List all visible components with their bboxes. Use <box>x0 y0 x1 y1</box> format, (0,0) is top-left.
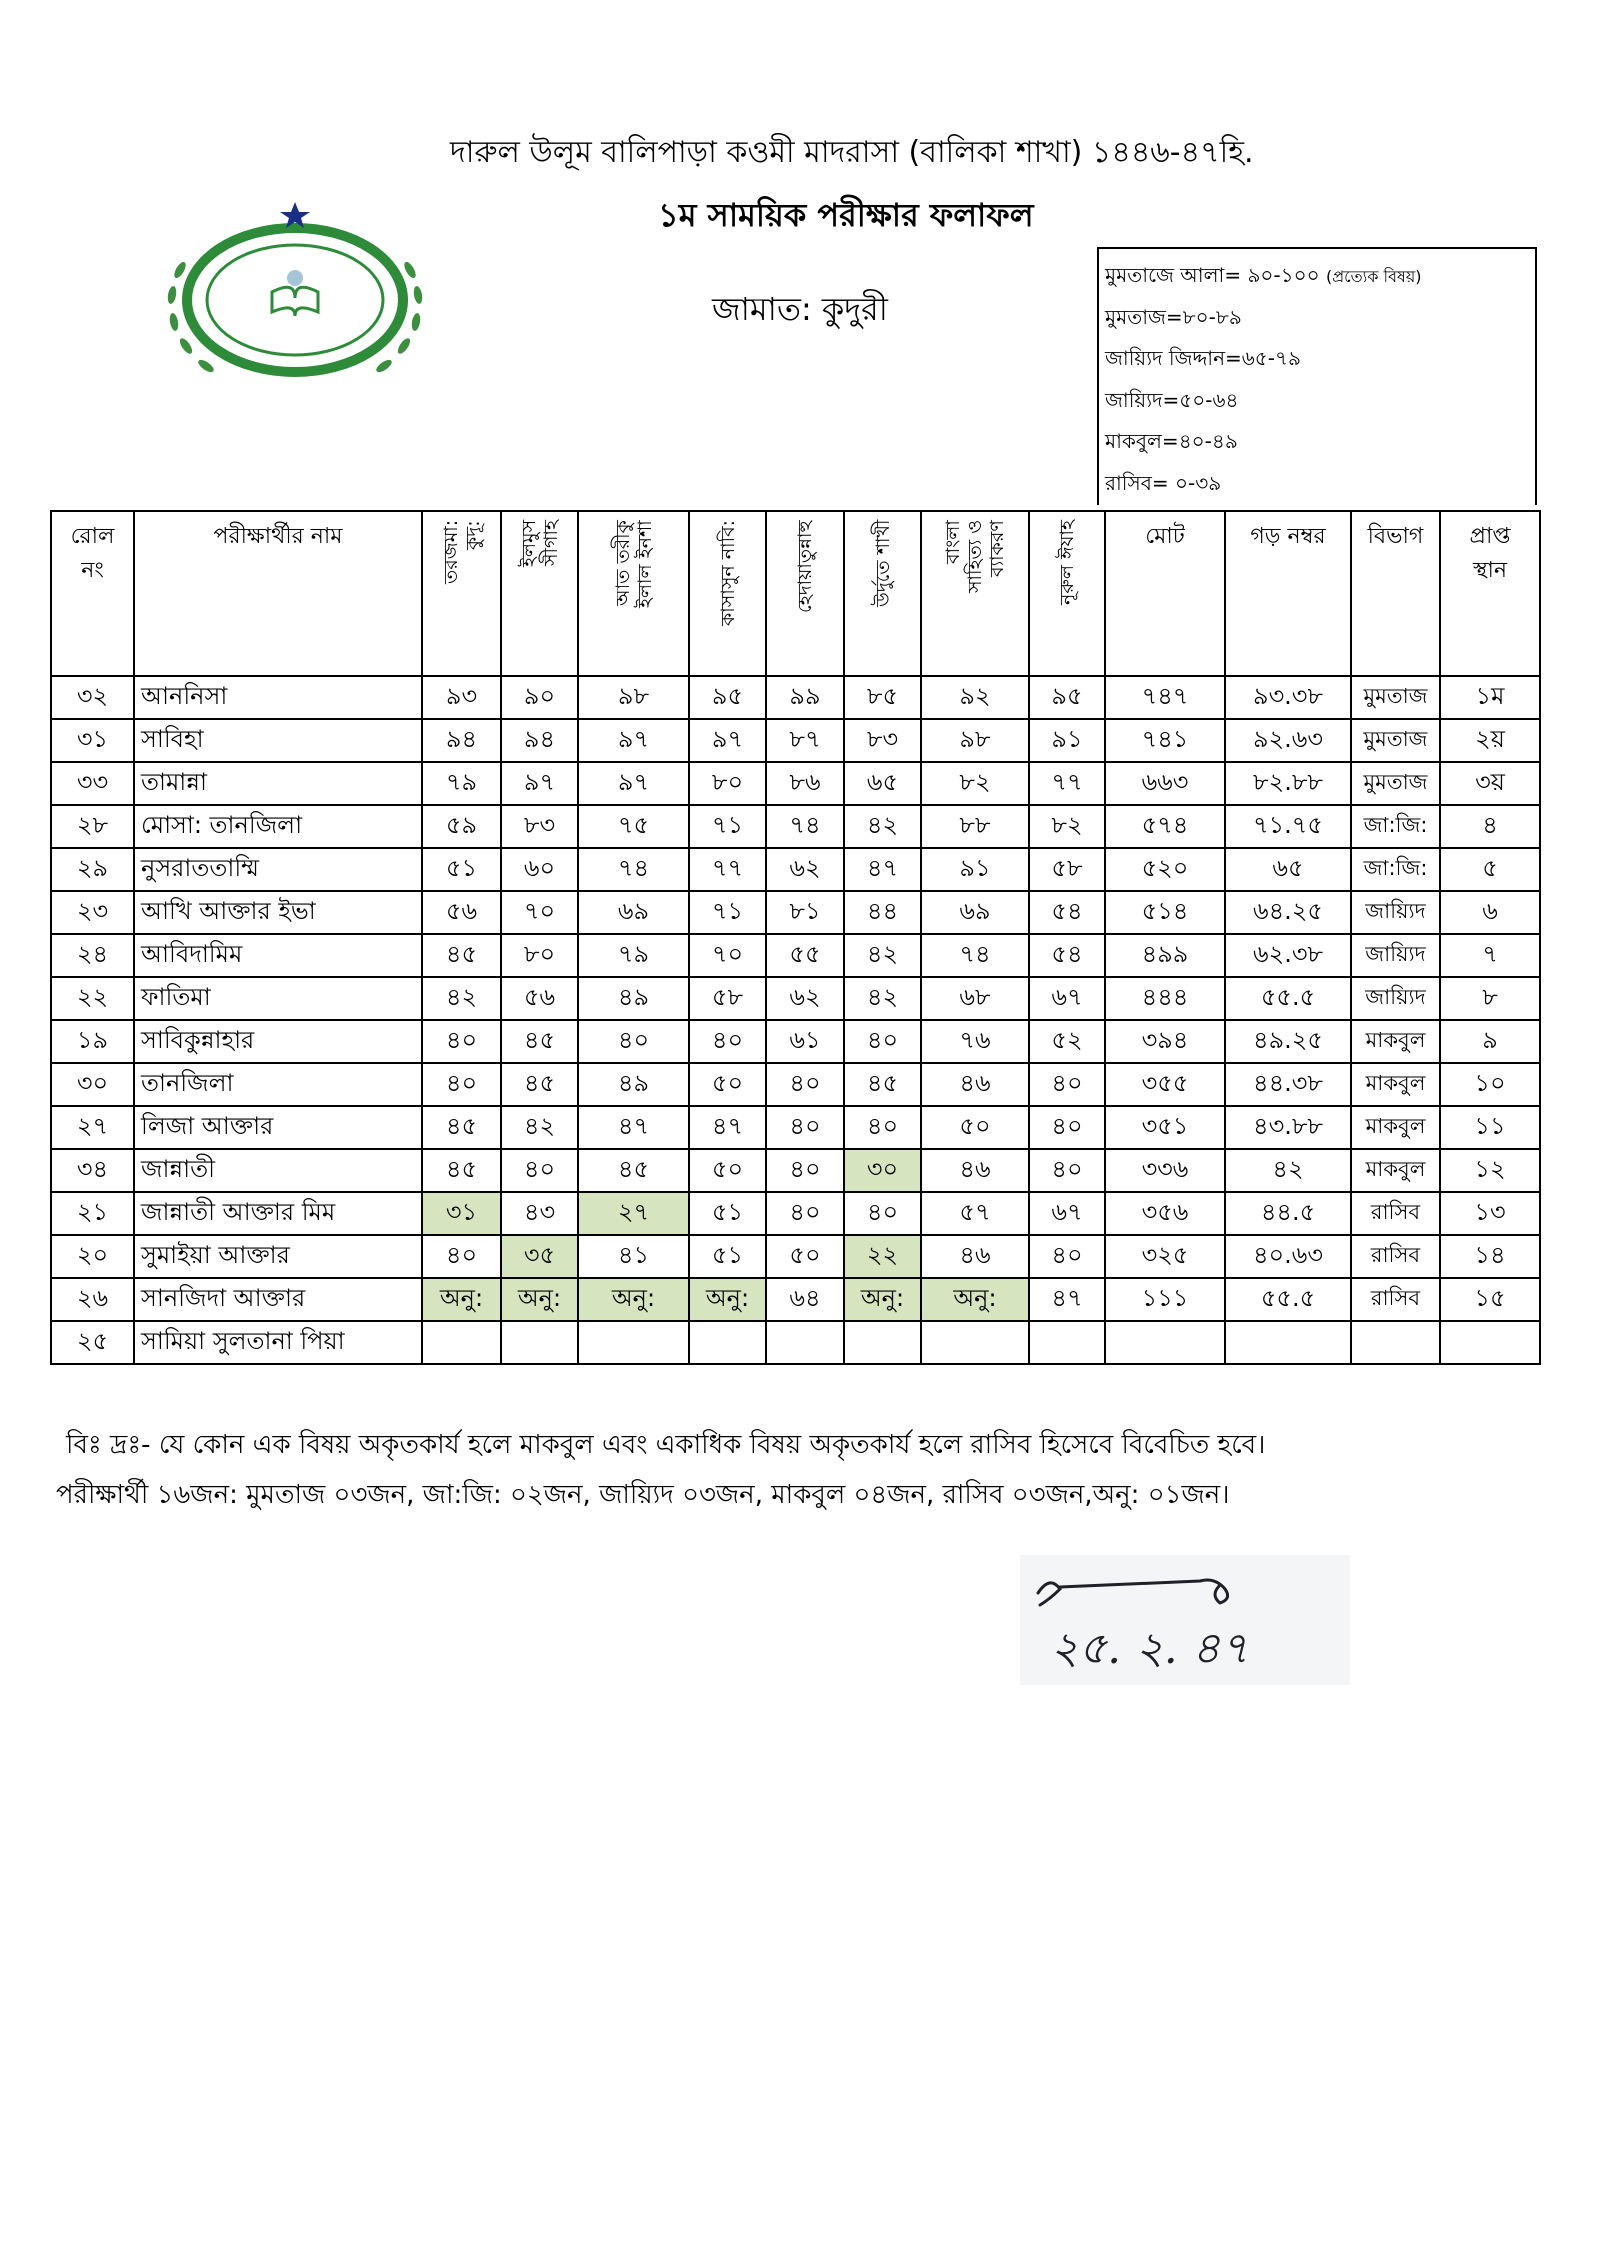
cell-total: ৩৩৬ <box>1105 1149 1225 1192</box>
cell-mark: ৮৫ <box>844 676 921 719</box>
cell-mark: ৯৩ <box>422 676 501 719</box>
cell-mark <box>1029 1321 1105 1364</box>
cell-mark: ৫৪ <box>1029 934 1105 977</box>
cell-mark <box>844 1321 921 1364</box>
cell-total: ৫২০ <box>1105 848 1225 891</box>
cell-mark: ৮২ <box>1029 805 1105 848</box>
cell-mark: ৫১ <box>422 848 501 891</box>
cell-mark: ৩০ <box>844 1149 921 1192</box>
cell-division: মাকবুল <box>1351 1106 1440 1149</box>
cell-mark: ৫৮ <box>1029 848 1105 891</box>
cell-mark: ৪০ <box>501 1149 578 1192</box>
cell-mark: ৪০ <box>422 1020 501 1063</box>
cell-average: ৮২.৮৮ <box>1225 762 1351 805</box>
cell-position: ৭ <box>1440 934 1540 977</box>
cell-division: জায়্যিদ <box>1351 934 1440 977</box>
cell-position: ১৫ <box>1440 1278 1540 1321</box>
cell-mark: ৯৯ <box>766 676 844 719</box>
cell-mark: ৭৪ <box>921 934 1029 977</box>
header-row <box>51 511 1540 676</box>
cell-mark: ৪০ <box>689 1020 766 1063</box>
cell-mark: ৯৪ <box>422 719 501 762</box>
cell-name: সানজিদা আক্তার <box>134 1278 422 1321</box>
cell-mark: ৫১ <box>689 1235 766 1278</box>
cell-mark: ৪৬ <box>921 1063 1029 1106</box>
cell-mark: ৪০ <box>578 1020 689 1063</box>
cell-total: ৩৫৫ <box>1105 1063 1225 1106</box>
cell-roll: ২৪ <box>51 934 134 977</box>
cell-average: ৯৩.৩৮ <box>1225 676 1351 719</box>
cell-mark: ৪৭ <box>1029 1278 1105 1321</box>
cell-mark: ৫০ <box>921 1106 1029 1149</box>
cell-mark: ৬৮ <box>921 977 1029 1020</box>
col-header-average: গড় নম্বর <box>1225 511 1351 676</box>
cell-mark: ৫৫ <box>766 934 844 977</box>
cell-mark: ৭১ <box>689 805 766 848</box>
cell-position: ১৪ <box>1440 1235 1540 1278</box>
cell-average: ৯২.৬৩ <box>1225 719 1351 762</box>
table-row <box>51 977 1540 1020</box>
cell-total: ৩৯৪ <box>1105 1020 1225 1063</box>
cell-mark: ৫৮ <box>689 977 766 1020</box>
cell-mark: ৪৩ <box>501 1192 578 1235</box>
cell-mark: ৩৫ <box>501 1235 578 1278</box>
cell-roll: ৩০ <box>51 1063 134 1106</box>
cell-mark: ৪০ <box>844 1192 921 1235</box>
col-header-subject: বাংলা সাহিত্য ও ব্যাকরণ <box>921 511 1029 676</box>
table-row <box>51 805 1540 848</box>
cell-mark: ৪৫ <box>501 1063 578 1106</box>
cell-mark: ৯৭ <box>501 762 578 805</box>
results-body <box>51 676 1540 1364</box>
cell-average: ৬৫ <box>1225 848 1351 891</box>
cell-name: নুসরাততাম্মি <box>134 848 422 891</box>
cell-mark: ৪০ <box>844 1020 921 1063</box>
cell-mark: ৯৫ <box>689 676 766 719</box>
cell-position <box>1440 1321 1540 1364</box>
cell-mark: ৯২ <box>921 676 1029 719</box>
cell-mark: অনু: <box>501 1278 578 1321</box>
cell-total: ৪৯৯ <box>1105 934 1225 977</box>
cell-position: ৫ <box>1440 848 1540 891</box>
cell-roll: ৩৪ <box>51 1149 134 1192</box>
cell-roll: ২৫ <box>51 1321 134 1364</box>
cell-roll: ২২ <box>51 977 134 1020</box>
cell-mark: ৫২ <box>1029 1020 1105 1063</box>
cell-mark: ৭০ <box>689 934 766 977</box>
cell-roll: ২৮ <box>51 805 134 848</box>
cell-total: ৩৫৬ <box>1105 1192 1225 1235</box>
cell-average: ৪২ <box>1225 1149 1351 1192</box>
cell-mark: ৯১ <box>921 848 1029 891</box>
cell-mark: ৪৭ <box>578 1106 689 1149</box>
cell-total: ৪৪৪ <box>1105 977 1225 1020</box>
cell-mark: ৫৭ <box>921 1192 1029 1235</box>
cell-mark <box>689 1321 766 1364</box>
cell-mark: ৪০ <box>766 1149 844 1192</box>
signature-date: ২৫. ২. ৪৭ <box>1050 1623 1249 1674</box>
cell-mark: ৮৮ <box>921 805 1029 848</box>
results-table <box>50 510 1541 1365</box>
cell-mark: ৯৫ <box>1029 676 1105 719</box>
cell-mark: ৯৪ <box>501 719 578 762</box>
cell-total: ৬৬৩ <box>1105 762 1225 805</box>
cell-average: ৫৫.৫ <box>1225 977 1351 1020</box>
col-header-subject: কাসাসুন নাবি: <box>689 511 766 676</box>
col-header-name: পরীক্ষার্থীর নাম <box>134 511 422 676</box>
cell-mark: অনু: <box>689 1278 766 1321</box>
cell-mark: ৫০ <box>766 1235 844 1278</box>
cell-mark: ৪০ <box>1029 1063 1105 1106</box>
col-header-position: প্রাপ্ত স্থান <box>1440 511 1540 676</box>
cell-division <box>1351 1321 1440 1364</box>
cell-average <box>1225 1321 1351 1364</box>
cell-mark <box>921 1321 1029 1364</box>
cell-position: ৮ <box>1440 977 1540 1020</box>
cell-mark: ৬৭ <box>1029 977 1105 1020</box>
cell-total: ৫১৪ <box>1105 891 1225 934</box>
cell-mark: ৪৫ <box>422 1106 501 1149</box>
cell-division: মুমতাজ <box>1351 719 1440 762</box>
cell-division: মুমতাজ <box>1351 762 1440 805</box>
cell-mark: ৪৫ <box>422 1149 501 1192</box>
cell-mark: ৪৭ <box>689 1106 766 1149</box>
cell-mark: ৪৬ <box>921 1149 1029 1192</box>
cell-mark: ৭৭ <box>689 848 766 891</box>
cell-mark: ৮০ <box>501 934 578 977</box>
cell-mark: ৯৭ <box>689 719 766 762</box>
cell-average: ৪৪.৩৮ <box>1225 1063 1351 1106</box>
cell-name: লিজা আক্তার <box>134 1106 422 1149</box>
cell-division: জায়্যিদ <box>1351 891 1440 934</box>
cell-name: তামান্না <box>134 762 422 805</box>
col-header-total: মোট <box>1105 511 1225 676</box>
cell-mark: ৯১ <box>1029 719 1105 762</box>
cell-position: ১ম <box>1440 676 1540 719</box>
cell-mark: ৭৪ <box>766 805 844 848</box>
madrasa-logo <box>150 200 440 390</box>
institution-name: দারুল উলূম বালিপাড়া কওমী মাদরাসা (বালিকা শাখা) ১৪৪৬-৪৭হি. <box>450 135 1254 170</box>
cell-mark: ৫০ <box>689 1149 766 1192</box>
table-row <box>51 1020 1540 1063</box>
cell-mark: ২২ <box>844 1235 921 1278</box>
table-row <box>51 1149 1540 1192</box>
cell-name: তানজিলা <box>134 1063 422 1106</box>
cell-mark: ৪৫ <box>501 1020 578 1063</box>
cell-mark: ৫৪ <box>1029 891 1105 934</box>
cell-name: সাবিকুন্নাহার <box>134 1020 422 1063</box>
cell-mark <box>501 1321 578 1364</box>
legend-item: জায়্যিদ জিদ্দান=৬৫-৭৯ <box>1105 346 1301 370</box>
col-header-subject: ইলমুস সীগাহ <box>501 511 578 676</box>
cell-mark: ৬৯ <box>578 891 689 934</box>
cell-total: ৫৭৪ <box>1105 805 1225 848</box>
col-header-subject: হেদায়াতুন্নাহু <box>766 511 844 676</box>
col-header-division: বিভাগ <box>1351 511 1440 676</box>
cell-roll: ৩২ <box>51 676 134 719</box>
cell-mark: ৬৪ <box>766 1278 844 1321</box>
legend-item: জায়্যিদ=৫০-৬৪ <box>1105 387 1239 412</box>
table-row <box>51 1192 1540 1235</box>
table-row <box>51 1235 1540 1278</box>
cell-roll: ১৯ <box>51 1020 134 1063</box>
cell-mark: ৭৭ <box>1029 762 1105 805</box>
cell-mark <box>578 1321 689 1364</box>
cell-mark: ৯৮ <box>578 676 689 719</box>
cell-division: জা:জি: <box>1351 848 1440 891</box>
cell-mark: ৯৭ <box>578 719 689 762</box>
cell-roll: ৩৩ <box>51 762 134 805</box>
table-row <box>51 676 1540 719</box>
cell-mark: অনু: <box>578 1278 689 1321</box>
col-header-subject: আত তরীকু ইলাল ইনশা <box>578 511 689 676</box>
cell-mark: ৪২ <box>422 977 501 1020</box>
cell-mark: ৪২ <box>501 1106 578 1149</box>
cell-mark: ৬৭ <box>1029 1192 1105 1235</box>
signature <box>1020 1555 1350 1685</box>
cell-name: আবিদামিম <box>134 934 422 977</box>
cell-mark: ৯৮ <box>921 719 1029 762</box>
cell-division: রাসিব <box>1351 1235 1440 1278</box>
grade-legend <box>1097 247 1537 505</box>
cell-mark: ৪০ <box>766 1063 844 1106</box>
cell-mark: ৪৫ <box>578 1149 689 1192</box>
cell-position: ১০ <box>1440 1063 1540 1106</box>
cell-mark: ৪৭ <box>844 848 921 891</box>
class-label: জামাত: কুদুরী <box>712 290 888 328</box>
legend-item: মাকবুল=৪০-৪৯ <box>1105 429 1238 453</box>
cell-name: সুমাইয়া আক্তার <box>134 1235 422 1278</box>
cell-name: মোসা: তানজিলা <box>134 805 422 848</box>
cell-mark: ৪০ <box>844 1106 921 1149</box>
cell-mark: ৬৯ <box>921 891 1029 934</box>
cell-mark: ৫৯ <box>422 805 501 848</box>
cell-mark: ৬৫ <box>844 762 921 805</box>
table-row <box>51 891 1540 934</box>
cell-position: ১১ <box>1440 1106 1540 1149</box>
cell-mark: ৬১ <box>766 1020 844 1063</box>
cell-mark: ৭৯ <box>422 762 501 805</box>
table-row <box>51 1106 1540 1149</box>
cell-division: জায়্যিদ <box>1351 977 1440 1020</box>
cell-position: ১৩ <box>1440 1192 1540 1235</box>
cell-mark: ৪৬ <box>921 1235 1029 1278</box>
cell-mark: ২৭ <box>578 1192 689 1235</box>
cell-mark: ৫০ <box>689 1063 766 1106</box>
cell-mark: ৪০ <box>1029 1149 1105 1192</box>
cell-total: ৩৫১ <box>1105 1106 1225 1149</box>
cell-mark: অনু: <box>844 1278 921 1321</box>
cell-mark: ৪৯ <box>578 1063 689 1106</box>
cell-roll: ২১ <box>51 1192 134 1235</box>
table-row <box>51 848 1540 891</box>
cell-mark: অনু: <box>422 1278 501 1321</box>
cell-mark: ৭৪ <box>578 848 689 891</box>
col-header-subject: নূরুল ঈযাহ <box>1029 511 1105 676</box>
cell-name: জান্নাতী আক্তার মিম <box>134 1192 422 1235</box>
col-header-roll: রোল নং <box>51 511 134 676</box>
cell-mark <box>422 1321 501 1364</box>
cell-mark: ৫৬ <box>501 977 578 1020</box>
cell-mark: ৪০ <box>422 1235 501 1278</box>
legend-item: মুমতাজ=৮০-৮৯ <box>1105 304 1242 329</box>
cell-mark: ৪৯ <box>578 977 689 1020</box>
cell-mark: ৪০ <box>766 1106 844 1149</box>
cell-mark: ৪০ <box>1029 1106 1105 1149</box>
cell-mark: ৪২ <box>844 977 921 1020</box>
cell-division: মাকবুল <box>1351 1149 1440 1192</box>
cell-mark: ৮৩ <box>501 805 578 848</box>
cell-mark: ৭১ <box>689 891 766 934</box>
cell-division: মাকবুল <box>1351 1020 1440 1063</box>
cell-average: ৪৩.৮৮ <box>1225 1106 1351 1149</box>
cell-total: ৭৪৭ <box>1105 676 1225 719</box>
table-row <box>51 762 1540 805</box>
cell-average: ৪৯.২৫ <box>1225 1020 1351 1063</box>
cell-position: ৬ <box>1440 891 1540 934</box>
cell-total: ১১১ <box>1105 1278 1225 1321</box>
cell-mark: ৪১ <box>578 1235 689 1278</box>
cell-name: জান্নাতী <box>134 1149 422 1192</box>
cell-mark: ৮২ <box>921 762 1029 805</box>
cell-name: সাবিহা <box>134 719 422 762</box>
cell-total: ৭৪১ <box>1105 719 1225 762</box>
cell-roll: ২০ <box>51 1235 134 1278</box>
legend-item: রাসিব= ০-৩৯ <box>1105 470 1222 495</box>
cell-average: ৫৫.৫ <box>1225 1278 1351 1321</box>
cell-mark: ৬২ <box>766 848 844 891</box>
table-row <box>51 1278 1540 1321</box>
cell-mark: ৫১ <box>689 1192 766 1235</box>
cell-mark: ৯০ <box>501 676 578 719</box>
cell-mark: ৭৬ <box>921 1020 1029 1063</box>
cell-position: ২য় <box>1440 719 1540 762</box>
cell-mark: ৪৪ <box>844 891 921 934</box>
col-header-subject: তরজমা: কুদূ: <box>422 511 501 676</box>
cell-name: আননিসা <box>134 676 422 719</box>
cell-total: ৩২৫ <box>1105 1235 1225 1278</box>
cell-average: ৪০.৬৩ <box>1225 1235 1351 1278</box>
cell-mark: ৪২ <box>844 805 921 848</box>
cell-division: মাকবুল <box>1351 1063 1440 1106</box>
cell-position: ৯ <box>1440 1020 1540 1063</box>
cell-mark: ৪৫ <box>844 1063 921 1106</box>
cell-roll: ২৬ <box>51 1278 134 1321</box>
cell-average: ৭১.৭৫ <box>1225 805 1351 848</box>
cell-mark <box>766 1321 844 1364</box>
cell-total <box>1105 1321 1225 1364</box>
cell-roll: ২৩ <box>51 891 134 934</box>
cell-position: ১২ <box>1440 1149 1540 1192</box>
cell-mark: ৮১ <box>766 891 844 934</box>
cell-mark: ৫৬ <box>422 891 501 934</box>
cell-name: আখি আক্তার ইভা <box>134 891 422 934</box>
cell-position: ৪ <box>1440 805 1540 848</box>
cell-mark: অনু: <box>921 1278 1029 1321</box>
cell-mark: ৪০ <box>766 1192 844 1235</box>
cell-division: জা:জি: <box>1351 805 1440 848</box>
cell-roll: ২৯ <box>51 848 134 891</box>
cell-average: ৬৪.২৫ <box>1225 891 1351 934</box>
cell-mark: ৯৭ <box>578 762 689 805</box>
cell-mark: ৮৬ <box>766 762 844 805</box>
cell-division: রাসিব <box>1351 1278 1440 1321</box>
cell-name: সামিয়া সুলতানা পিয়া <box>134 1321 422 1364</box>
cell-mark: ৪২ <box>844 934 921 977</box>
cell-mark: ৮০ <box>689 762 766 805</box>
cell-roll: ৩১ <box>51 719 134 762</box>
cell-position: ৩য় <box>1440 762 1540 805</box>
cell-mark: ৬০ <box>501 848 578 891</box>
cell-average: ৪৪.৫ <box>1225 1192 1351 1235</box>
cell-mark: ৪০ <box>422 1063 501 1106</box>
cell-division: রাসিব <box>1351 1192 1440 1235</box>
cell-mark: ৭৫ <box>578 805 689 848</box>
col-header-subject: উর্দুতে শাখী <box>844 511 921 676</box>
table-row <box>51 1321 1540 1364</box>
exam-title: ১ম সাময়িক পরীক্ষার ফলাফল <box>658 196 1034 234</box>
cell-mark: ৩১ <box>422 1192 501 1235</box>
cell-name: ফাতিমা <box>134 977 422 1020</box>
cell-mark: ৪০ <box>1029 1235 1105 1278</box>
cell-average: ৬২.৩৮ <box>1225 934 1351 977</box>
table-row <box>51 1063 1540 1106</box>
cell-mark: ৬২ <box>766 977 844 1020</box>
cell-mark: ৪৫ <box>422 934 501 977</box>
cell-roll: ২৭ <box>51 1106 134 1149</box>
cell-mark: ৮৩ <box>844 719 921 762</box>
footnote-summary: পরীক্ষার্থী ১৬জন: মুমতাজ ০৩জন, জা:জি: ০২জন, জায়্যিদ ০৩জন, মাকবুল ০৪জন, রাসিব ০৩জন,অনু: ০১জন। <box>56 1480 1230 1510</box>
footnote-rule: বিঃ দ্রঃ- যে কোন এক বিষয় অকৃতকার্য হলে মাকবুল এবং একাধিক বিষয় অকৃতকার্য হলে রাসিব হিসেবে বিবেচিত হবে। <box>66 1430 1266 1460</box>
table-row <box>51 719 1540 762</box>
table-row <box>51 934 1540 977</box>
cell-mark: ৭৯ <box>578 934 689 977</box>
cell-mark: ৮৭ <box>766 719 844 762</box>
cell-mark: ৭০ <box>501 891 578 934</box>
cell-division: মুমতাজ <box>1351 676 1440 719</box>
legend-item: মুমতাজে আলা= ৯০-১০০ (প্রত্যেক বিষয়) <box>1105 263 1422 287</box>
